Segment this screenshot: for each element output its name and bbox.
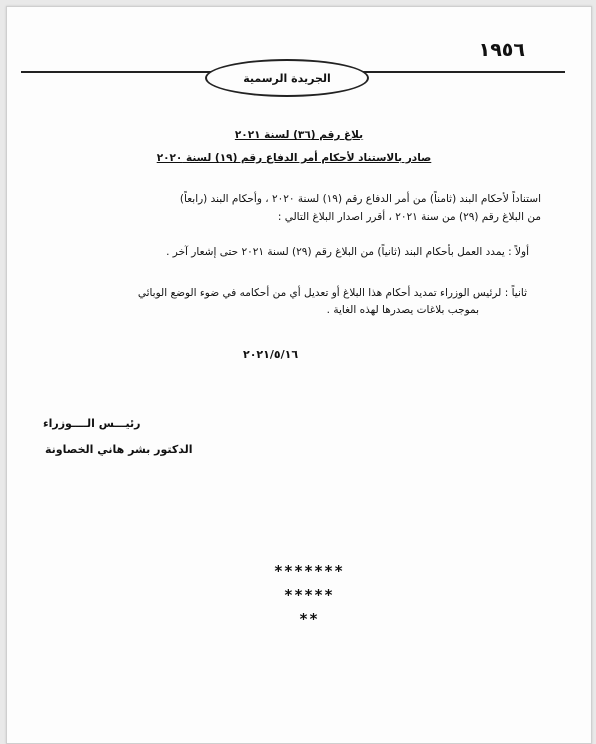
page-number: ١٩٥٦ [478, 39, 525, 61]
footer-stars-3: ** [298, 610, 320, 628]
document-page [6, 6, 592, 744]
notice-subtitle: صادر بالاستناد لأحكام أمر الدفاع رقم (١٩) لسنة ٢٠٢٠ [156, 152, 432, 164]
footer-stars-1: ******* [273, 562, 345, 580]
notice-title: بلاغ رقم (٣٦) لسنة ٢٠٢١ [234, 129, 364, 141]
paragraph-3-line-2: بموجب بلاغات يصدرها لهذه الغاية . [326, 304, 479, 316]
paragraph-1-line-2: من البلاغ رقم (٢٩) من سنة ٢٠٢١ ، أقرر اصدار البلاغ التالي : [277, 211, 541, 223]
signatory-title: رئيـــس الــــوزراء [43, 417, 141, 430]
gazette-label: الجريدة الرسمية [205, 59, 369, 97]
paragraph-3-line-1: ثانياً : لرئيس الوزراء تمديد أحكام هذا البلاغ أو تعديل أي من أحكامه في ضوء الوضع الوبائي [137, 287, 527, 299]
signatory-name: الدكتور بشر هاني الخصاونة [45, 443, 193, 456]
paragraph-2: أولاً : يمدد العمل بأحكام البند (ثانياً) من البلاغ رقم (٢٩) لسنة ٢٠٢١ حتى إشعار آخر . [166, 246, 529, 258]
paragraph-1-line-1: استناداً لأحكام البند (ثامناً) من أمر الدفاع رقم (١٩) لسنة ٢٠٢٠ ، وأحكام البند (رابعاً) [179, 193, 541, 205]
issue-date: ٢٠٢١/٥/١٦ [243, 348, 299, 361]
footer-stars-2: ***** [283, 586, 335, 604]
